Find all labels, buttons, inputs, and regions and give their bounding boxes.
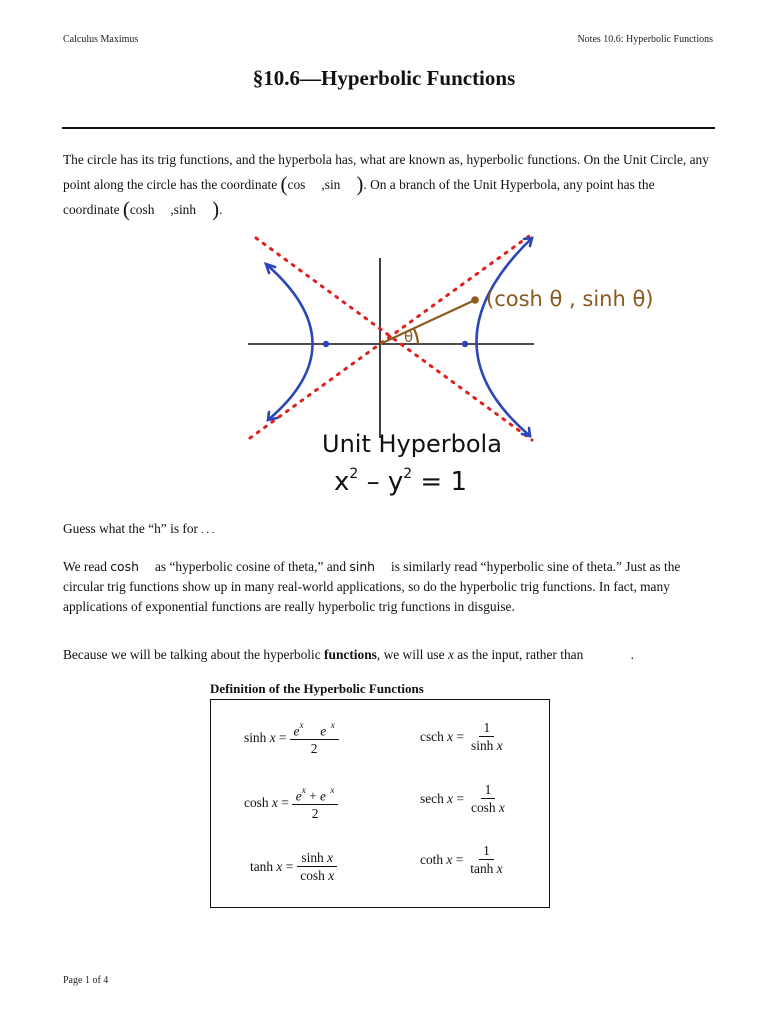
- angle-label: θ: [404, 328, 414, 346]
- theta-ray: [380, 296, 479, 344]
- title-divider: [62, 127, 715, 129]
- coth-definition: coth x = $\frac{1}{\text{tanh x}}$: [420, 843, 503, 876]
- definitions-title: Definition of the Hyperbolic Functions: [210, 681, 424, 696]
- definitions-box: [210, 699, 550, 908]
- figure-caption-equation: $x^2 - y^2 = 1$: [334, 466, 468, 497]
- unit-hyperbola-figure: [238, 230, 658, 510]
- figure-caption-title: Unit Hyperbola: [322, 430, 502, 458]
- header-course-name: Calculus Maximus: [63, 34, 139, 45]
- reading-paragraph: We read cosh as “hyperbolic cosine of theta,” and sinh is similarly read “hyperbolic sine of theta.” Just as the circular trig functions show up in many real-world applications, so do the hyperbolic trig functions. In fact, many applications of exponential functions are really hyperbolic trig functions in disguise.: [63, 559, 681, 614]
- page-title: §10.6—Hyperbolic Functions: [252, 66, 516, 90]
- guess-prompt: Guess what the “h” is for . . .: [63, 521, 215, 536]
- header-section-name: Notes 10.6: Hyperbolic Functions: [577, 34, 713, 45]
- intro-paragraph: The circle has its trig functions, and the hyperbola has, what are known as, hyperbolic functions. On the Unit Circle, any point along the circle has the coordinate (cos ,sin ). On a branch of the Unit Hyperbola, any point has the coordinate (cosh ,sinh ).: [63, 152, 709, 221]
- sinh-definition: sinh x = $\frac{e^x e ^x}{2}$: [244, 720, 339, 756]
- asymptote-lines: [250, 234, 532, 440]
- point-label: (cosh θ , sinh θ): [486, 287, 654, 311]
- cosh-definition: cosh x = $\frac{e^x + e ^x}{2}$: [244, 785, 338, 821]
- coordinate-axes: [248, 258, 534, 438]
- csch-definition: csch x = $\frac{1}{\text{sinh x}}$: [420, 720, 503, 753]
- hyperbola-branches: [266, 238, 532, 436]
- page-number: Page 1 of 4: [63, 975, 109, 986]
- sech-definition: sech x = $\frac{1}{\text{cosh x}}$: [420, 782, 505, 815]
- tanh-definition: tanh x = $\frac{\text{sinh x}}{\text{cosh x}}$: [250, 850, 338, 883]
- input-variable-paragraph: Because we will be talking about the hyperbolic functions, we will use x as the input, rather than .: [63, 647, 634, 662]
